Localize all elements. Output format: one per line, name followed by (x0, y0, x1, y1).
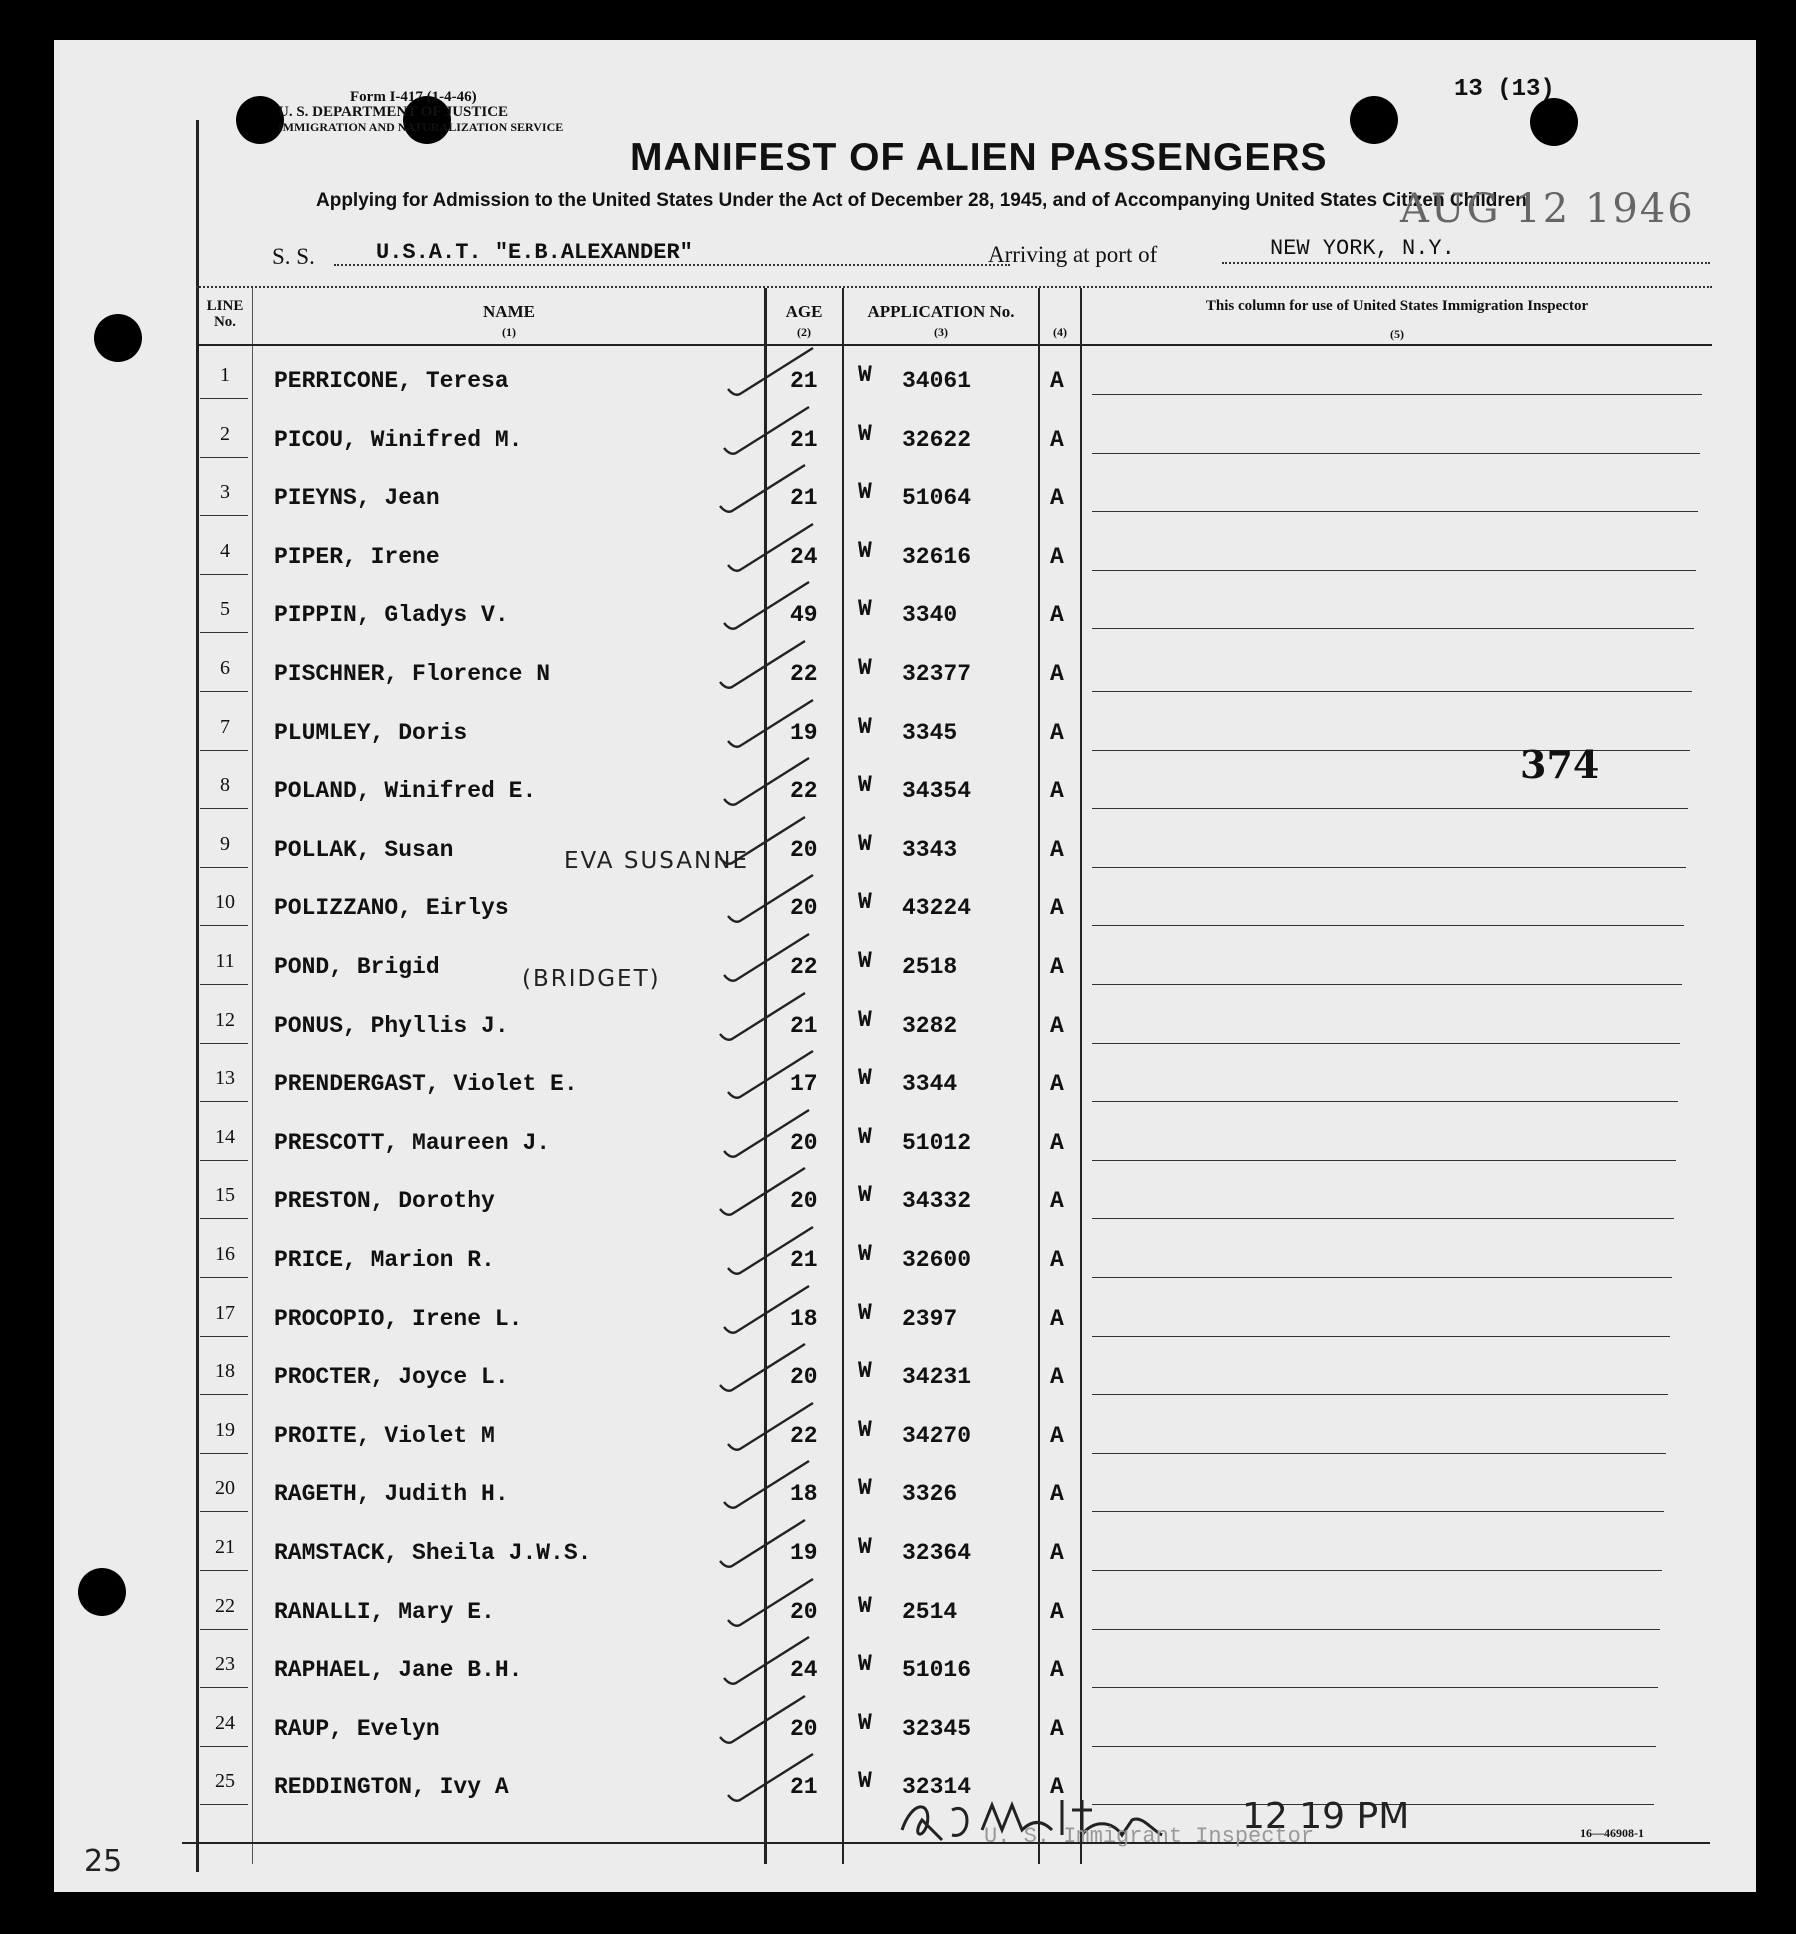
check-mark (710, 1692, 820, 1752)
inspector-rule (1092, 394, 1702, 395)
col-header-app-num: (3) (934, 325, 948, 339)
row-age: 20 (790, 1598, 818, 1625)
row-age: 21 (790, 485, 818, 512)
check-mark (710, 1340, 820, 1400)
inspector-rule (1092, 1687, 1658, 1688)
row-name: POLAND, Winifred E. (274, 778, 537, 805)
row-app-prefix: W (858, 1768, 872, 1795)
row-status: A (1050, 1305, 1064, 1332)
col-header-name: NAME (483, 302, 535, 321)
row-app-number: 32314 (902, 1774, 972, 1801)
line-no-rule (200, 691, 248, 692)
inspector-rule (1092, 867, 1686, 868)
row-app-prefix: W (858, 1709, 872, 1736)
row-app-prefix: W (858, 1475, 872, 1502)
row-line-number: 12 (215, 1008, 235, 1031)
row-app-number: 34354 (902, 778, 972, 805)
check-mark (718, 1399, 828, 1459)
row-status: A (1050, 895, 1064, 922)
check-mark (718, 520, 828, 580)
table-row (54, 1409, 1756, 1468)
row-line-number: 4 (220, 539, 230, 562)
ship-label: S. S. (272, 244, 315, 269)
line-no-rule (200, 1570, 248, 1571)
punch-hole (1530, 98, 1578, 146)
check-mark (710, 461, 820, 521)
inspector-rule (1092, 1101, 1678, 1102)
row-line-number: 23 (215, 1653, 235, 1676)
row-name: RANALLI, Mary E. (274, 1598, 495, 1625)
row-app-prefix: W (858, 420, 872, 447)
row-name: POND, Brigid (274, 954, 440, 980)
row-app-number: 2518 (902, 954, 958, 980)
row-status: A (1050, 954, 1064, 980)
col-header-age: AGE (785, 302, 823, 321)
count-stamp: 374 (1520, 742, 1600, 787)
check-mark (710, 1164, 820, 1224)
row-app-number: 43224 (902, 895, 972, 922)
inspector-rule (1092, 1218, 1674, 1219)
service: IMMIGRATION AND NATURALIZATION SERVICE (278, 120, 564, 134)
row-app-prefix: W (858, 1241, 872, 1267)
row-status: A (1050, 1129, 1064, 1156)
line-no-rule (200, 1453, 248, 1454)
line-no-rule (200, 1101, 248, 1102)
col-header-app: APPLICATION No. (867, 302, 1015, 321)
row-age: 20 (790, 895, 818, 922)
line-no-rule (200, 1160, 248, 1161)
punch-hole (1350, 96, 1398, 144)
row-app-number: 2397 (902, 1305, 958, 1332)
row-name: PIEYNS, Jean (274, 485, 440, 512)
inspector-rule (1092, 453, 1700, 454)
row-line-number: 3 (220, 481, 230, 504)
row-app-number: 3343 (902, 836, 958, 863)
row-name: RAMSTACK, Sheila J.W.S. (274, 1540, 592, 1566)
row-status: A (1050, 1657, 1064, 1684)
page-title: MANIFEST OF ALIEN PASSENGERS (630, 136, 1328, 179)
row-app-prefix: W (858, 772, 872, 799)
inspector-rule (1092, 1160, 1676, 1161)
row-name: PROITE, Violet M (274, 1422, 495, 1449)
row-age: 18 (790, 1305, 818, 1332)
row-app-prefix: W (858, 1534, 872, 1560)
row-app-prefix: W (858, 1651, 872, 1678)
check-mark (718, 1223, 828, 1283)
table-row (54, 1057, 1756, 1116)
line-no-rule (200, 1336, 248, 1337)
row-status: A (1050, 426, 1064, 453)
row-name: POLIZZANO, Eirlys (274, 895, 509, 922)
inspector-rule (1092, 1570, 1662, 1571)
row-age: 20 (790, 1129, 818, 1156)
row-app-prefix: W (858, 655, 872, 681)
row-line-number: 10 (215, 891, 235, 914)
row-name: POLLAK, Susan (274, 836, 454, 863)
row-app-prefix: W (858, 1006, 872, 1033)
inspector-rule (1092, 925, 1684, 926)
row-status: A (1050, 1247, 1064, 1273)
row-app-number: 32622 (902, 426, 972, 453)
row-age: 19 (790, 719, 818, 746)
check-mark (714, 754, 824, 814)
inspector-rule (1092, 691, 1692, 692)
row-age: 21 (790, 1247, 818, 1273)
row-line-number: 22 (215, 1594, 235, 1617)
row-age: 49 (790, 602, 818, 629)
table-row (54, 354, 1756, 413)
handwritten-name-row11: (BRIDGET) (522, 966, 661, 992)
table-row (54, 1292, 1756, 1351)
row-status: A (1050, 836, 1064, 863)
col-header-name-num: (1) (502, 325, 516, 339)
line-no-rule (200, 984, 248, 985)
row-app-number: 3345 (902, 719, 958, 746)
line-no-rule (200, 398, 248, 399)
ship-name: U.S.A.T. "E.B.ALEXANDER" (376, 240, 693, 265)
table-row (54, 588, 1756, 647)
row-app-number: 32345 (902, 1715, 972, 1742)
row-app-number: 51064 (902, 485, 972, 512)
table-row (54, 1467, 1756, 1526)
row-status: A (1050, 602, 1064, 629)
row-app-prefix: W (858, 1592, 872, 1619)
row-app-prefix: W (858, 713, 872, 740)
row-app-number: 34061 (902, 368, 972, 394)
table-row (54, 1174, 1756, 1233)
row-line-number: 20 (215, 1477, 235, 1500)
row-app-prefix: W (858, 479, 872, 506)
port-label: Arriving at port of (988, 242, 1158, 267)
table-row (54, 530, 1756, 589)
row-line-number: 14 (215, 1125, 235, 1148)
row-age: 20 (790, 1188, 818, 1215)
row-app-number: 3340 (902, 602, 958, 629)
check-mark (710, 989, 820, 1049)
form-number: Form I-417 (1-4-46) (350, 89, 477, 105)
row-app-number: 3344 (902, 1071, 958, 1098)
table-row (54, 1526, 1756, 1585)
line-no-rule (200, 867, 248, 868)
table-row (54, 1585, 1756, 1644)
row-status: A (1050, 778, 1064, 805)
line-no-rule (200, 1511, 248, 1512)
check-mark (714, 1106, 824, 1166)
row-age: 21 (790, 368, 818, 394)
check-mark (718, 1047, 828, 1107)
table-row (54, 413, 1756, 472)
line-no-rule (200, 574, 248, 575)
table-row (54, 471, 1756, 530)
table-row (54, 1233, 1756, 1292)
row-line-number: 1 (220, 364, 230, 386)
row-status: A (1050, 1540, 1064, 1566)
row-line-number: 8 (220, 774, 230, 797)
header-top-border (196, 286, 1712, 290)
row-app-prefix: W (858, 830, 872, 857)
check-mark (714, 1457, 824, 1517)
check-mark (718, 696, 828, 756)
row-name: REDDINGTON, Ivy A (274, 1774, 509, 1801)
row-age: 21 (790, 1774, 818, 1801)
row-app-prefix: W (858, 537, 872, 564)
row-age: 22 (790, 661, 818, 687)
row-name: RAUP, Evelyn (274, 1715, 440, 1742)
inspector-rule (1092, 1277, 1672, 1278)
line-no-rule (200, 1746, 248, 1747)
row-app-prefix: W (858, 1123, 872, 1150)
table-row (54, 1643, 1756, 1702)
row-age: 21 (790, 426, 818, 453)
row-status: A (1050, 1188, 1064, 1215)
punch-hole (236, 96, 284, 144)
line-no-rule (200, 1218, 248, 1219)
row-status: A (1050, 1071, 1064, 1098)
col-header-age-num: (2) (797, 325, 811, 339)
inspector-rule (1092, 1511, 1664, 1512)
ship-dotted-line (334, 264, 1010, 266)
row-age: 24 (790, 543, 818, 570)
row-name: PRESTON, Dorothy (274, 1188, 495, 1215)
line-no-rule (200, 1804, 248, 1805)
table-row (54, 764, 1756, 823)
inspector-rule (1092, 570, 1696, 571)
inspector-rule (1092, 1453, 1666, 1454)
line-no-rule (200, 1394, 248, 1395)
check-mark (714, 930, 824, 990)
table-row (54, 647, 1756, 706)
row-age: 17 (790, 1071, 818, 1098)
line-no-rule (200, 925, 248, 926)
col-header-inspector-num: (5) (1390, 327, 1404, 341)
check-mark (718, 1575, 828, 1635)
row-age: 18 (790, 1481, 818, 1508)
manifest-page (54, 40, 1756, 1892)
table-row (54, 1116, 1756, 1175)
row-line-number: 25 (215, 1770, 235, 1793)
inspector-rule (1092, 1746, 1656, 1747)
row-line-number: 9 (220, 832, 230, 855)
row-app-number: 3282 (902, 1012, 958, 1039)
row-name: PRENDERGAST, Violet E. (274, 1071, 578, 1098)
check-mark (714, 403, 824, 463)
row-age: 22 (790, 954, 818, 980)
row-status: A (1050, 1012, 1064, 1039)
row-age: 20 (790, 836, 818, 863)
handwritten-name-row9: EVA SUSANNE (564, 848, 749, 874)
row-name: RAPHAEL, Jane B.H. (274, 1657, 523, 1684)
row-line-number: 6 (220, 657, 230, 679)
table-row (54, 823, 1756, 882)
row-app-number: 32600 (902, 1247, 972, 1273)
inspector-rule (1092, 1336, 1670, 1337)
row-line-number: 17 (215, 1301, 235, 1324)
row-line-number: 7 (220, 715, 230, 738)
table-row (54, 1350, 1756, 1409)
row-app-prefix: W (858, 948, 872, 974)
department: U. S. DEPARTMENT OF JUSTICE (278, 104, 509, 120)
inspector-rule (1092, 1043, 1680, 1044)
row-age: 21 (790, 1012, 818, 1039)
row-app-prefix: W (858, 1358, 872, 1385)
row-app-number: 32364 (902, 1540, 972, 1566)
inspector-rule (1092, 1629, 1660, 1630)
check-mark (714, 578, 824, 638)
row-line-number: 15 (215, 1184, 235, 1207)
row-status: A (1050, 1598, 1064, 1625)
row-name: PROCTER, Joyce L. (274, 1364, 509, 1391)
check-mark (718, 1750, 828, 1810)
check-mark (710, 1516, 820, 1576)
row-line-number: 18 (215, 1360, 235, 1383)
line-no-rule (200, 1043, 248, 1044)
row-name: PRICE, Marion R. (274, 1247, 495, 1273)
inspector-rule (1092, 808, 1688, 809)
inspector-rule (1092, 511, 1698, 512)
row-line-number: 2 (220, 422, 230, 445)
line-no-rule (200, 457, 248, 458)
row-app-prefix: W (858, 596, 872, 623)
row-name: PIPER, Irene (274, 543, 440, 570)
row-app-prefix: W (858, 1065, 872, 1092)
row-status: A (1050, 1481, 1064, 1508)
col-header-4: (4) (1053, 325, 1067, 339)
row-line-number: 11 (215, 950, 235, 972)
row-app-number: 34270 (902, 1422, 972, 1449)
check-mark (718, 871, 828, 931)
row-app-number: 34231 (902, 1364, 972, 1391)
row-app-number: 34332 (902, 1188, 972, 1215)
line-no-rule (200, 1629, 248, 1630)
table-row (54, 1702, 1756, 1761)
row-name: PLUMLEY, Doris (274, 719, 468, 746)
row-app-number: 32616 (902, 543, 972, 570)
date-stamp: AUG 12 1946 (1400, 186, 1695, 232)
row-app-number: 51012 (902, 1129, 972, 1156)
row-line-number: 5 (220, 598, 230, 621)
page-number: 13 (13) (1454, 76, 1555, 103)
row-status: A (1050, 543, 1064, 570)
row-line-number: 24 (215, 1711, 235, 1734)
row-status: A (1050, 368, 1064, 394)
inspector-rule (1092, 750, 1690, 751)
row-name: PROCOPIO, Irene L. (274, 1305, 523, 1332)
row-status: A (1050, 1422, 1064, 1449)
port-name: NEW YORK, N.Y. (1270, 236, 1455, 261)
row-age: 22 (790, 778, 818, 805)
row-app-number: 3326 (902, 1481, 958, 1508)
row-name: PIPPIN, Gladys V. (274, 602, 509, 629)
row-name: PONUS, Phyllis J. (274, 1012, 509, 1039)
row-age: 20 (790, 1715, 818, 1742)
line-no-rule (200, 1277, 248, 1278)
inspector-rule (1092, 1394, 1668, 1395)
row-name: PICOU, Winifred M. (274, 426, 523, 453)
row-name: PISCHNER, Florence N (274, 661, 551, 687)
inspector-rule (1092, 628, 1694, 629)
line-no-rule (200, 808, 248, 809)
check-mark (710, 637, 820, 697)
row-age: 19 (790, 1540, 818, 1566)
line-no-rule (200, 750, 248, 751)
row-line-number: 13 (215, 1067, 235, 1090)
col-header-line: LINE No. (206, 298, 244, 330)
table-row (54, 940, 1756, 999)
row-app-number: 32377 (902, 661, 972, 687)
line-no-rule (200, 1687, 248, 1688)
check-mark (714, 1282, 824, 1342)
port-dotted-line (1222, 262, 1710, 264)
check-mark (718, 344, 828, 404)
table-row (54, 999, 1756, 1058)
line-no-rule (200, 632, 248, 633)
row-status: A (1050, 1364, 1064, 1391)
row-status: A (1050, 661, 1064, 687)
row-line-number: 16 (215, 1243, 235, 1265)
row-app-prefix: W (858, 889, 872, 916)
inspector-rule (1092, 984, 1682, 985)
corner-number: 25 (84, 1844, 123, 1879)
header-bottom-border (196, 344, 1712, 346)
row-app-prefix: W (858, 1182, 872, 1209)
row-age: 20 (790, 1364, 818, 1391)
form-code: 16—46908-1 (1580, 1826, 1644, 1840)
row-app-number: 51016 (902, 1657, 972, 1684)
row-status: A (1050, 1715, 1064, 1742)
row-line-number: 19 (215, 1418, 235, 1441)
row-name: PERRICONE, Teresa (274, 368, 509, 394)
row-status: A (1050, 719, 1064, 746)
row-name: PRESCOTT, Maureen J. (274, 1129, 551, 1156)
row-app-number: 2514 (902, 1598, 958, 1625)
line-no-rule (200, 515, 248, 516)
inspector-label: U. S. Immigrant Inspector (984, 1824, 1315, 1849)
row-age: 24 (790, 1657, 818, 1684)
subtitle: Applying for Admission to the United States Under the Act of December 28, 1945, and of Accompanying United States Citizen Children (316, 190, 1527, 211)
row-name: RAGETH, Judith H. (274, 1481, 509, 1508)
col-header-inspector: This column for use of United States Immigration Inspector (1205, 298, 1589, 314)
row-status: A (1050, 485, 1064, 512)
table-row (54, 881, 1756, 940)
row-line-number: 21 (215, 1536, 235, 1558)
row-app-prefix: W (858, 1299, 872, 1326)
table-row (54, 706, 1756, 765)
row-status: A (1050, 1774, 1064, 1801)
row-app-prefix: W (858, 1416, 872, 1443)
row-age: 22 (790, 1422, 818, 1449)
check-mark (714, 1633, 824, 1693)
row-app-prefix: W (858, 362, 872, 388)
time-note: 12 19 PM (1242, 1796, 1410, 1837)
